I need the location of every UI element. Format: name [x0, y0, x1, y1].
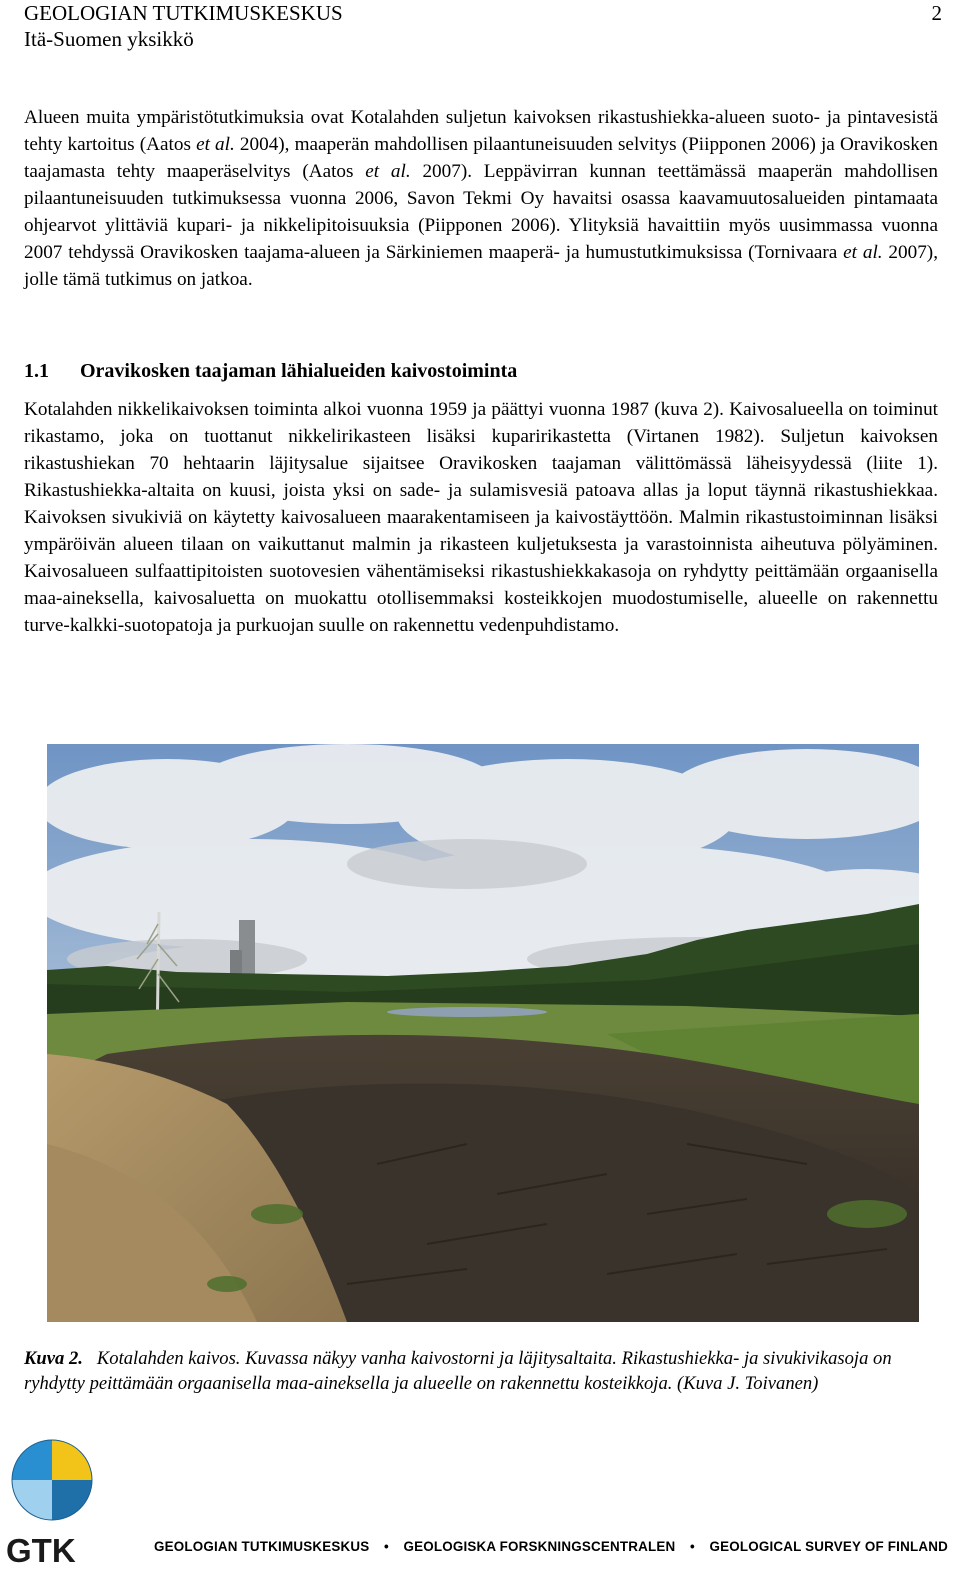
- figure-caption: [24, 1346, 938, 1396]
- header-organization: GEOLOGIAN TUTKIMUSKESKUS: [24, 1, 343, 25]
- mine-photo: [47, 744, 919, 1322]
- intro-paragraph: [24, 104, 938, 293]
- italic-run: et al.: [365, 161, 411, 182]
- section-heading: [24, 357, 517, 385]
- mining-paragraph: Kotalahden nikkelikaivoksen toiminta alkoi vuonna 1959 ja päättyi vuonna 1987 (kuva 2). Kaivosalueella on toiminut rikastamo, joka on tuottanut nikkelirikasteen lisäksi kuparirikastetta (Virtanen 1982). Suljetun kaivoksen rikastushiekan 70 hehtaarin läjitysalue sijaitsee Oravikosken taajaman välittömässä läheisyydessä (liite 1). Rikastushiekka-altaita on kuusi, joista yksi on sade- ja sulamisvesiä patoava allas ja loput täynnä rikastushiekkaa. Kaivoksen sivukiviä on käytetty kaivosalueen maarakentamiseen ja kaivostäyttöön. Malmin rikastustoiminnan lisäksi ympäröivän alueen tilaan on vaikuttanut malmin ja rikasteen kuljetuksesta ja varastoinnista aiheutuva pölyäminen. Kaivosalueen sulfaattipitoisten suotovesien vähentämiseksi rikastushiekkakasoja on ryhdytty peittämään orgaanisella maa-aineksella, kaivosaluetta on muokattu otollisemmaksi kosteikkojen muodostumiselle, alueelle on rakennettu turve-kalkki-suotopatoja ja purkuojan suulle on rakennettu vedenpuhdistamo.: [24, 399, 938, 636]
- footer-separator: •: [689, 1539, 695, 1554]
- footer-item-sv: GEOLOGISKA FORSKNINGSCENTRALEN: [403, 1539, 676, 1554]
- italic-run: et al.: [196, 134, 235, 155]
- header-unit: Itä-Suomen yksikkö: [24, 27, 194, 51]
- figure-label: Kuva 2.: [24, 1348, 83, 1369]
- italic-run: et al.: [843, 242, 883, 263]
- figure-caption-text: Kotalahden kaivos. Kuvassa näkyy vanha kaivostorni ja läjitysaltaita. Rikastushiekka- ja sivukivikasoja on ryhdytty peittämään orgaanisella maa-aineksella ja alueelle on rakennettu kosteikkoja. (Kuva J. Toivanen): [24, 1348, 892, 1394]
- logo-text: GTK: [6, 1532, 76, 1568]
- text-run: 2004), maaperän mahdollisen pilaantuneisuuden selvitys (Piipponen 2006) ja Oravikosken taajamasta tehty maaperäselvitys (Aatos: [24, 134, 938, 182]
- section-number: 1.1: [24, 360, 49, 382]
- text-run: 2007), jolle tämä tutkimus on jatkoa.: [24, 242, 938, 290]
- footer-item-en: GEOLOGICAL SURVEY OF FINLAND: [709, 1539, 948, 1554]
- page-header: [24, 0, 944, 52]
- footer-separator: •: [383, 1539, 389, 1554]
- footer-institutions: [154, 1539, 948, 1554]
- page-number: 2: [931, 1, 942, 25]
- gtk-logo: [6, 1438, 98, 1568]
- footer-item-fi: GEOLOGIAN TUTKIMUSKESKUS: [154, 1539, 370, 1554]
- text-run: 2007). Leppävirran kunnan teettämässä maaperän mahdollisen pilaantuneisuuden tutkimuksessa vuonna 2006, Savon Tekmi Oy havaitsi osassa kaavamuutosalueiden pintamaata ohjearvot ylittäviä kupari- ja nikkelipitoisuuksia (Piipponen 2006). Ylityksiä havaittiin myös uusimmassa vuonna 2007 tehdyssä Oravikosken taajama-alueen ja Särkiniemen maaperä- ja humustutkimuksissa (Tornivaara: [24, 161, 939, 263]
- text-run: Alueen muita ympäristötutkimuksia ovat Kotalahden suljetun kaivoksen rikastushiekka-alueen suoto- ja pintavesistä tehty kartoitus (Aatos: [24, 107, 938, 155]
- section-title: Oravikosken taajaman lähialueiden kaivostoiminta: [80, 360, 518, 382]
